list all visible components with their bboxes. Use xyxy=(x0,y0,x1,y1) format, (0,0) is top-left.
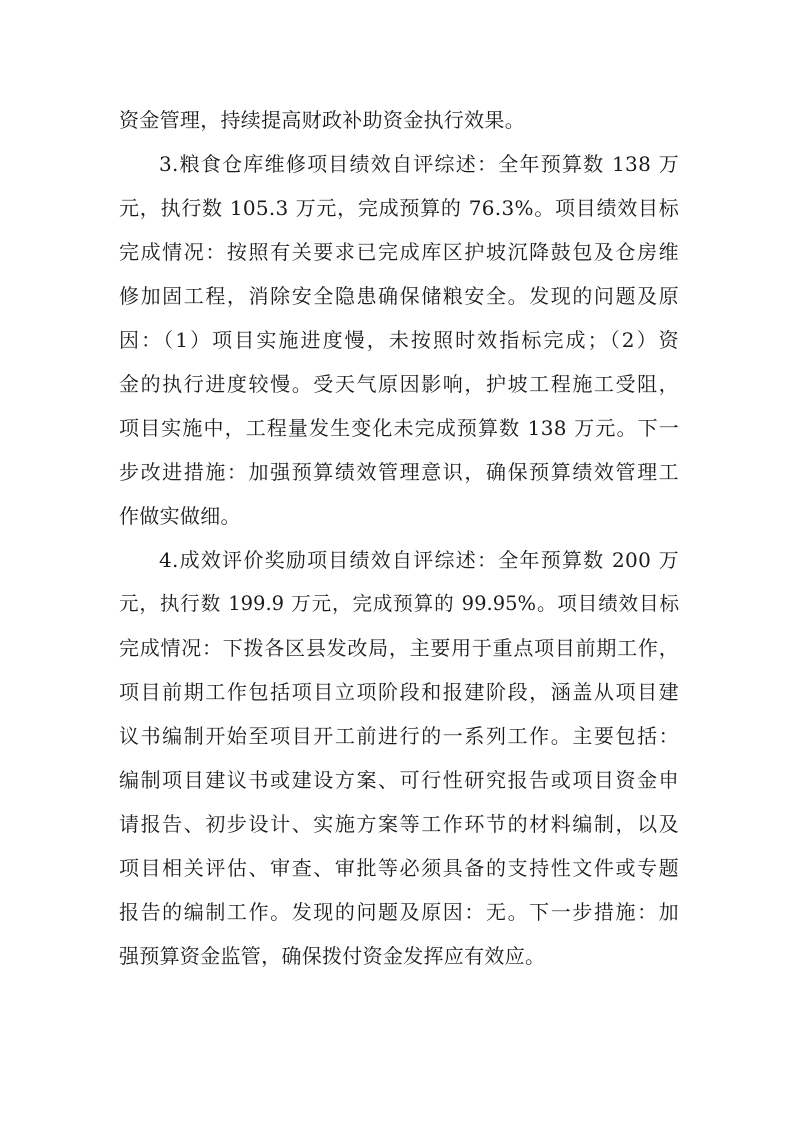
text-line: 编制项目建议书或建设方案、可行性研究报告或项目资金申 xyxy=(119,768,679,792)
text-line: 请报告、初步设计、实施方案等工作环节的材料编制，以及 xyxy=(119,812,679,836)
text-line: 元，执行数 105.3 万元，完成预算的 76.3%。项目绩效目标 xyxy=(119,196,679,220)
text-line: 步改进措施：加强预算绩效管理意识，确保预算绩效管理工 xyxy=(119,460,679,484)
text-line: 项目相关评估、审查、审批等必须具备的支持性文件或专题 xyxy=(119,856,679,880)
text-line: 作做实做细。 xyxy=(119,504,241,528)
text-line: 因：（1）项目实施进度慢，未按照时效指标完成；（2）资 xyxy=(119,328,679,352)
text-line: 报告的编制工作。发现的问题及原因：无。下一步措施：加 xyxy=(119,900,679,924)
text-line: 强预算资金监管，确保拨付资金发挥应有效应。 xyxy=(119,944,546,968)
text-line: 完成情况：下拨各区县发改局，主要用于重点项目前期工作， xyxy=(119,636,679,660)
text-line: 金的执行进度较慢。受天气原因影响，护坡工程施工受阻， xyxy=(119,372,679,396)
text-line: 完成情况：按照有关要求已完成库区护坡沉降鼓包及仓房维 xyxy=(119,240,679,264)
text-line: 3.粮食仓库维修项目绩效自评综述：全年预算数 138 万 xyxy=(159,152,679,176)
text-line: 项目前期工作包括项目立项阶段和报建阶段，涵盖从项目建 xyxy=(119,680,679,704)
text-line: 元，执行数 199.9 万元，完成预算的 99.95%。项目绩效目标 xyxy=(119,592,679,615)
text-line: 议书编制开始至项目开工前进行的一系列工作。主要包括： xyxy=(119,724,679,748)
text-line: 项目实施中，工程量发生变化未完成预算数 138 万元。下一 xyxy=(119,416,679,440)
text-line: 修加固工程，消除安全隐患确保储粮安全。发现的问题及原 xyxy=(119,284,679,308)
text-line: 4.成效评价奖励项目绩效自评综述：全年预算数 200 万 xyxy=(159,548,679,572)
text-line: 资金管理，持续提高财政补助资金执行效果。 xyxy=(119,108,525,132)
